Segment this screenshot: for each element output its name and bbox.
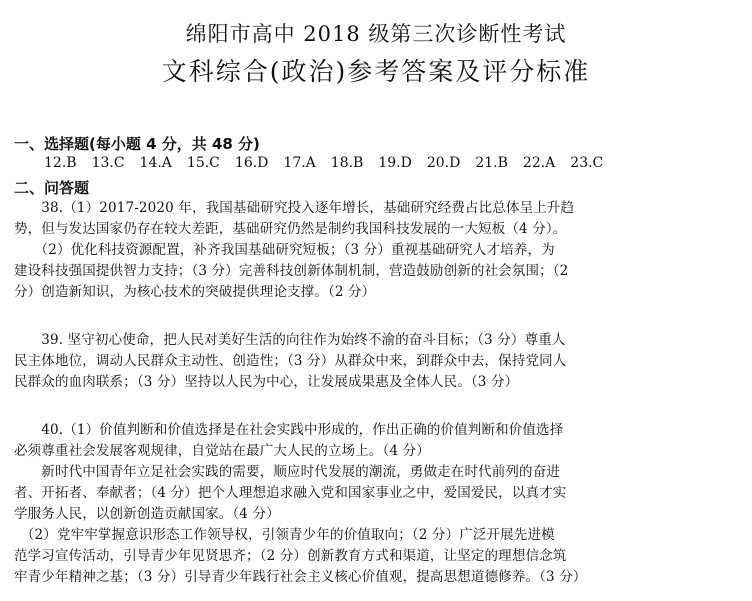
answer-item: 17.A: [283, 155, 316, 171]
text-line: 38.（1）2017-2020 年，我国基础研究投入逐年增长，基础研究经费占比总体呈上升趋: [14, 200, 575, 216]
document-subtitle: 文科综合(政治)参考答案及评分标准: [161, 57, 591, 86]
text-line: 39. 坚守初心使命，把人民对美好生活的向往作为始终不渝的奋斗目标；（3 分）尊重人: [14, 332, 566, 348]
answer-item: 19.D: [378, 155, 412, 171]
answer-item: 12.B: [44, 155, 77, 171]
answer-39: [14, 330, 738, 393]
text-line: 学服务人民，以创新创造贡献国家。（4 分）: [14, 506, 280, 522]
answer-38: [14, 198, 738, 303]
answer-item: 14.A: [139, 155, 172, 171]
answer-item: 21.B: [475, 155, 508, 171]
answer-item: 23.C: [570, 155, 604, 171]
text-line: 势，但与发达国家仍存在较大差距，基础研究仍然是制约我国科技发展的一大短板（4 分）。: [14, 221, 567, 237]
choice-answer-list: [44, 155, 618, 171]
section-heading-essay: 二、问答题: [14, 179, 90, 197]
text-line: 民主体地位，调动人民群众主动性、创造性；（3 分）从群众中来，到群众中去，保持党同人: [14, 353, 567, 369]
text-line: 建设科技强国提供智力支持；（3 分）完善科技创新体制机制，营造鼓励创新的社会氛围；（2: [14, 263, 569, 279]
answer-item: 16.D: [234, 155, 269, 171]
text-line: 民群众的血肉联系；（3 分）坚持以人民为中心，让发展成果惠及全体人民。（3 分）: [14, 374, 519, 390]
answer-item: 15.C: [186, 155, 220, 171]
exam-title: 绵阳市高中 2018 级第三次诊断性考试: [185, 22, 567, 46]
text-line: 范学习宣传活动，引导青少年见贤思齐；（2 分）创新教育方式和渠道，让坚定的理想信念筑: [14, 548, 567, 564]
text-line: 者、开拓者、奉献者；（4 分）把个人理想追求融入党和国家事业之中，爱国爱民，以真才实: [14, 485, 567, 501]
text-line: （2）党牢牢掌握意识形态工作领导权，引领青少年的价值取向；（2 分）广泛开展先进模: [14, 527, 555, 543]
text-line: （2）优化科技资源配置，补齐我国基础研究短板；（3 分）重视基础研究人才培养，为: [14, 242, 555, 258]
answer-item: 13.C: [91, 155, 125, 171]
text-line: 必须尊重社会发展客观规律，自觉站在最广大人民的立场上。（4 分）: [14, 443, 430, 459]
answer-item: 18.B: [330, 155, 364, 171]
answer-40: [14, 420, 738, 588]
section-heading-choice: 一、选择题(每小题 4 分，共 48 分): [14, 135, 260, 153]
text-line: 分）创造新知识，为核心技术的突破提供理论支撑。（2 分）: [14, 284, 376, 300]
answer-item: 22.A: [522, 155, 556, 171]
text-line: 牢青少年精神之基；（3 分）引导青少年践行社会主义核心价值观，提高思想道德修养。（3 分）: [14, 569, 587, 585]
text-line: 新时代中国青年立足社会实践的需要，顺应时代发展的潮流，勇做走在时代前列的奋进: [14, 464, 560, 480]
answer-item: 20.D: [426, 155, 461, 171]
text-line: 40.（1）价值判断和价值选择是在社会实践中形成的，作出正确的价值判断和价值选择: [14, 422, 564, 438]
